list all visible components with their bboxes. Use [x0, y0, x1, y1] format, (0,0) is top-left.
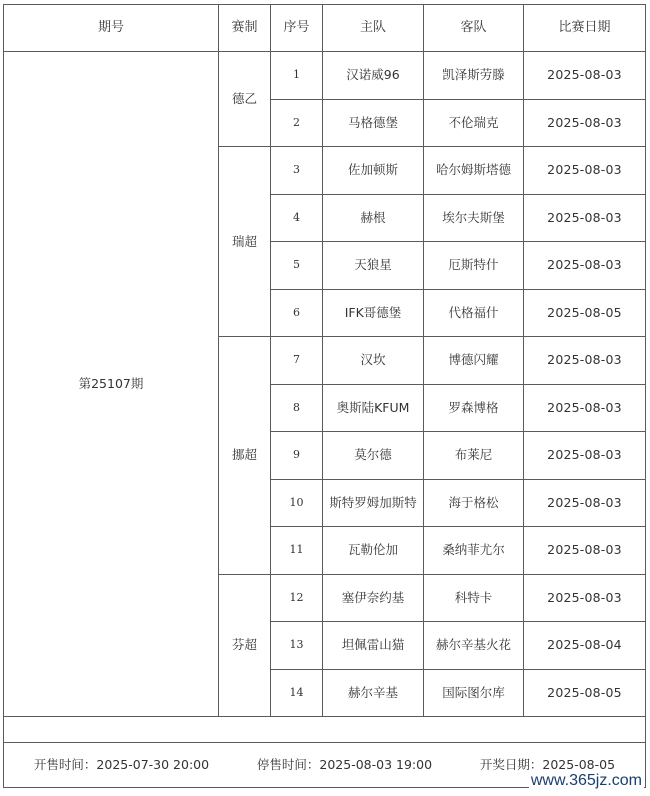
blank-row: [4, 717, 646, 743]
header-home-team: 主队: [323, 5, 424, 52]
match-date: 2025-08-04: [524, 622, 646, 670]
match-date: 2025-08-05: [524, 669, 646, 717]
home-team: 奥斯陆KFUM: [323, 384, 424, 432]
match-date: 2025-08-03: [524, 384, 646, 432]
period-cell: 第25107期: [4, 52, 219, 717]
sale-start-time: 开售时间：2025-07-30 20:00: [33, 757, 210, 772]
away-team: 赫尔辛基火花: [424, 622, 524, 670]
match-date: 2025-08-03: [524, 527, 646, 575]
match-date: 2025-08-03: [524, 52, 646, 100]
home-team: 赫根: [323, 194, 424, 242]
match-date: 2025-08-03: [524, 99, 646, 147]
match-number: 5: [271, 242, 323, 290]
home-team: 马格德堡: [323, 99, 424, 147]
match-number: 6: [271, 289, 323, 337]
match-number: 7: [271, 337, 323, 385]
match-number: 4: [271, 194, 323, 242]
home-team: 汉诺威96: [323, 52, 424, 100]
league-cell: 德乙: [219, 52, 271, 147]
away-team: 海于格松: [424, 479, 524, 527]
match-date: 2025-08-03: [524, 479, 646, 527]
match-number: 1: [271, 52, 323, 100]
home-team: 佐加顿斯: [323, 147, 424, 195]
match-number: 8: [271, 384, 323, 432]
match-number: 12: [271, 574, 323, 622]
home-team: 天狼星: [323, 242, 424, 290]
match-number: 10: [271, 479, 323, 527]
match-number: 14: [271, 669, 323, 717]
home-team: 斯特罗姆加斯特: [323, 479, 424, 527]
home-team: 瓦勒伦加: [323, 527, 424, 575]
header-match-date: 比赛日期: [524, 5, 646, 52]
home-team: 坦佩雷山猫: [323, 622, 424, 670]
away-team: 科特卡: [424, 574, 524, 622]
away-team: 博德闪耀: [424, 337, 524, 385]
sale-end-time: 停售时间：2025-08-03 19:00: [256, 757, 433, 772]
match-number: 13: [271, 622, 323, 670]
header-number: 序号: [271, 5, 323, 52]
home-team: 赫尔辛基: [323, 669, 424, 717]
lottery-schedule-table: [3, 4, 646, 788]
match-number: 2: [271, 99, 323, 147]
league-cell: 瑞超: [219, 147, 271, 337]
league-cell: 挪超: [219, 337, 271, 575]
away-team: 桑纳菲尤尔: [424, 527, 524, 575]
away-team: 厄斯特什: [424, 242, 524, 290]
match-number: 3: [271, 147, 323, 195]
table-row: [4, 52, 646, 100]
away-team: 代格福什: [424, 289, 524, 337]
match-date: 2025-08-03: [524, 242, 646, 290]
match-date: 2025-08-03: [524, 147, 646, 195]
away-team: 埃尔夫斯堡: [424, 194, 524, 242]
match-date: 2025-08-03: [524, 432, 646, 480]
footer-info: [4, 758, 645, 772]
draw-date: 开奖日期：2025-08-05: [479, 757, 616, 772]
home-team: 汉坎: [323, 337, 424, 385]
blank-cell: [4, 717, 646, 743]
league-cell: 芬超: [219, 574, 271, 717]
away-team: 罗森博格: [424, 384, 524, 432]
away-team: 国际图尔库: [424, 669, 524, 717]
header-league: 赛制: [219, 5, 271, 52]
match-number: 11: [271, 527, 323, 575]
header-away-team: 客队: [424, 5, 524, 52]
match-date: 2025-08-05: [524, 289, 646, 337]
site-watermark: www.365jz.com: [530, 772, 642, 789]
away-team: 哈尔姆斯塔德: [424, 147, 524, 195]
match-number: 9: [271, 432, 323, 480]
header-period: 期号: [4, 5, 219, 52]
home-team: 莫尔德: [323, 432, 424, 480]
match-date: 2025-08-03: [524, 337, 646, 385]
match-date: 2025-08-03: [524, 194, 646, 242]
away-team: 布莱尼: [424, 432, 524, 480]
home-team: IFK哥德堡: [323, 289, 424, 337]
away-team: 不伦瑞克: [424, 99, 524, 147]
away-team: 凯泽斯劳滕: [424, 52, 524, 100]
home-team: 塞伊奈约基: [323, 574, 424, 622]
match-date: 2025-08-03: [524, 574, 646, 622]
